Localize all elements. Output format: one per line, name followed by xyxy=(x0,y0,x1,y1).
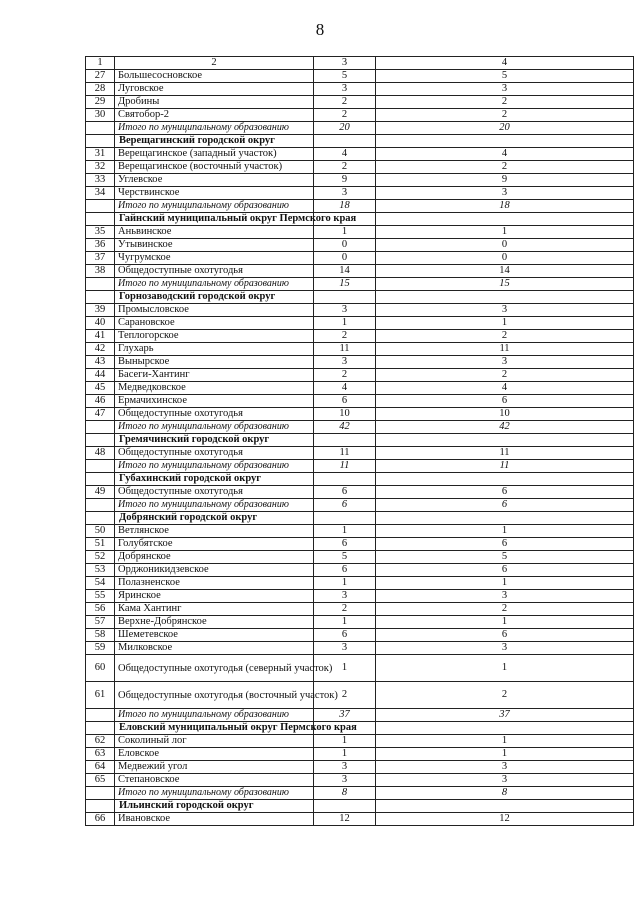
section-header-row xyxy=(86,722,634,735)
value-column-4: 1 xyxy=(376,655,634,682)
value-column-3: 37 xyxy=(314,709,376,722)
value-column-4 xyxy=(376,800,634,813)
row-number: 52 xyxy=(86,551,115,564)
value-column-4: 1 xyxy=(376,577,634,590)
row-number xyxy=(86,460,115,473)
table-row xyxy=(86,187,634,200)
value-column-4: 10 xyxy=(376,408,634,421)
column-number-row xyxy=(86,57,634,70)
value-column-3 xyxy=(314,512,376,525)
table-row xyxy=(86,317,634,330)
total-row xyxy=(86,122,634,135)
area-name: Святобор-2 xyxy=(115,109,314,122)
value-column-3: 12 xyxy=(314,813,376,826)
section-title: Добрянский городской округ xyxy=(115,512,314,525)
value-column-3 xyxy=(314,800,376,813)
column-number-2: 2 xyxy=(115,57,314,70)
table-row xyxy=(86,538,634,551)
table-row xyxy=(86,83,634,96)
area-name: Глухарь xyxy=(115,343,314,356)
row-number: 58 xyxy=(86,629,115,642)
table-row xyxy=(86,265,634,278)
section-title: Гайнский муниципальный округ Пермского края xyxy=(115,213,314,226)
table-row xyxy=(86,748,634,761)
area-name: Теплогорское xyxy=(115,330,314,343)
value-column-3: 2 xyxy=(314,96,376,109)
area-name: Промысловское xyxy=(115,304,314,317)
page-number: 8 xyxy=(315,20,325,39)
value-column-3: 2 xyxy=(314,682,376,709)
value-column-4: 2 xyxy=(376,369,634,382)
value-column-4: 2 xyxy=(376,330,634,343)
area-name: Степановское xyxy=(115,774,314,787)
row-number: 30 xyxy=(86,109,115,122)
table-row xyxy=(86,590,634,603)
value-column-4: 18 xyxy=(376,200,634,213)
table-row xyxy=(86,551,634,564)
value-column-4 xyxy=(376,473,634,486)
value-column-4: 2 xyxy=(376,109,634,122)
value-column-3: 3 xyxy=(314,83,376,96)
row-number: 45 xyxy=(86,382,115,395)
section-title: Гремячинский городской округ xyxy=(115,434,314,447)
row-number: 49 xyxy=(86,486,115,499)
row-number: 59 xyxy=(86,642,115,655)
value-column-3: 6 xyxy=(314,629,376,642)
value-column-3: 6 xyxy=(314,538,376,551)
value-column-4: 6 xyxy=(376,538,634,551)
value-column-3: 5 xyxy=(314,551,376,564)
value-column-3: 11 xyxy=(314,343,376,356)
row-number: 46 xyxy=(86,395,115,408)
table-row xyxy=(86,629,634,642)
row-number: 56 xyxy=(86,603,115,616)
section-header-row xyxy=(86,213,634,226)
area-name: Верхне-Добрянское xyxy=(115,616,314,629)
value-column-3 xyxy=(314,473,376,486)
value-column-4: 6 xyxy=(376,629,634,642)
area-name: Итого по муниципальному образованию xyxy=(115,200,314,213)
area-name: Ивановское xyxy=(115,813,314,826)
value-column-3: 1 xyxy=(314,735,376,748)
total-row xyxy=(86,278,634,291)
value-column-4: 5 xyxy=(376,70,634,83)
section-title: Губахинский городской округ xyxy=(115,473,314,486)
value-column-3: 20 xyxy=(314,122,376,135)
value-column-3: 6 xyxy=(314,395,376,408)
value-column-4: 6 xyxy=(376,499,634,512)
row-number: 31 xyxy=(86,148,115,161)
area-name: Вынырское xyxy=(115,356,314,369)
row-number: 27 xyxy=(86,70,115,83)
value-column-4: 1 xyxy=(376,317,634,330)
section-header-row xyxy=(86,434,634,447)
area-name: Итого по муниципальному образованию xyxy=(115,460,314,473)
row-number: 44 xyxy=(86,369,115,382)
value-column-4: 2 xyxy=(376,603,634,616)
table-row xyxy=(86,382,634,395)
value-column-4: 1 xyxy=(376,525,634,538)
value-column-4: 9 xyxy=(376,174,634,187)
table-row xyxy=(86,682,634,709)
value-column-4: 3 xyxy=(376,761,634,774)
row-number: 28 xyxy=(86,83,115,96)
row-number xyxy=(86,135,115,148)
row-number: 29 xyxy=(86,96,115,109)
value-column-4: 0 xyxy=(376,239,634,252)
area-name: Общедоступные охотугодья xyxy=(115,486,314,499)
row-number xyxy=(86,512,115,525)
row-number: 65 xyxy=(86,774,115,787)
section-title: Верещагинский городской округ xyxy=(115,135,314,148)
value-column-4: 1 xyxy=(376,226,634,239)
value-column-4 xyxy=(376,512,634,525)
value-column-3 xyxy=(314,291,376,304)
area-name: Полазненское xyxy=(115,577,314,590)
value-column-3: 2 xyxy=(314,330,376,343)
value-column-4: 15 xyxy=(376,278,634,291)
row-number: 34 xyxy=(86,187,115,200)
table-row xyxy=(86,174,634,187)
total-row xyxy=(86,709,634,722)
value-column-3: 1 xyxy=(314,655,376,682)
value-column-3: 4 xyxy=(314,148,376,161)
value-column-4: 6 xyxy=(376,395,634,408)
row-number: 60 xyxy=(86,655,115,682)
value-column-3: 2 xyxy=(314,369,376,382)
value-column-4: 5 xyxy=(376,551,634,564)
row-number: 50 xyxy=(86,525,115,538)
value-column-3: 5 xyxy=(314,70,376,83)
row-number: 51 xyxy=(86,538,115,551)
table-row xyxy=(86,226,634,239)
value-column-4: 6 xyxy=(376,564,634,577)
row-number: 38 xyxy=(86,265,115,278)
row-number xyxy=(86,473,115,486)
area-name: Итого по муниципальному образованию xyxy=(115,709,314,722)
value-column-4: 1 xyxy=(376,748,634,761)
row-number xyxy=(86,421,115,434)
value-column-4 xyxy=(376,722,634,735)
row-number xyxy=(86,722,115,735)
section-header-row xyxy=(86,800,634,813)
row-number xyxy=(86,434,115,447)
column-number-1: 1 xyxy=(86,57,115,70)
row-number: 47 xyxy=(86,408,115,421)
value-column-3: 3 xyxy=(314,304,376,317)
row-number xyxy=(86,291,115,304)
row-number: 57 xyxy=(86,616,115,629)
row-number xyxy=(86,787,115,800)
value-column-4: 2 xyxy=(376,96,634,109)
hunting-grounds-table xyxy=(85,56,634,826)
row-number: 63 xyxy=(86,748,115,761)
value-column-3: 3 xyxy=(314,774,376,787)
row-number xyxy=(86,800,115,813)
value-column-3: 3 xyxy=(314,590,376,603)
row-number: 32 xyxy=(86,161,115,174)
section-header-row xyxy=(86,473,634,486)
area-name: Соколиный лог xyxy=(115,735,314,748)
value-column-3: 8 xyxy=(314,787,376,800)
section-header-row xyxy=(86,291,634,304)
value-column-3: 6 xyxy=(314,486,376,499)
value-column-3: 3 xyxy=(314,761,376,774)
value-column-3: 6 xyxy=(314,564,376,577)
total-row xyxy=(86,787,634,800)
area-name: Басеги-Хантинг xyxy=(115,369,314,382)
value-column-3 xyxy=(314,434,376,447)
value-column-4: 20 xyxy=(376,122,634,135)
table-row xyxy=(86,813,634,826)
table-row xyxy=(86,304,634,317)
row-number: 33 xyxy=(86,174,115,187)
value-column-4: 12 xyxy=(376,813,634,826)
table-row xyxy=(86,161,634,174)
area-name: Верещагинское (восточный участок) xyxy=(115,161,314,174)
value-column-4: 8 xyxy=(376,787,634,800)
area-name: Орджоникидзевское xyxy=(115,564,314,577)
area-name: Яринское xyxy=(115,590,314,603)
area-name: Кама Хантинг xyxy=(115,603,314,616)
table-row xyxy=(86,577,634,590)
table-row xyxy=(86,148,634,161)
row-number: 40 xyxy=(86,317,115,330)
table-row xyxy=(86,774,634,787)
value-column-3: 11 xyxy=(314,447,376,460)
row-number: 64 xyxy=(86,761,115,774)
value-column-4: 3 xyxy=(376,83,634,96)
area-name: Итого по муниципальному образованию xyxy=(115,787,314,800)
value-column-3: 2 xyxy=(314,109,376,122)
table-row xyxy=(86,642,634,655)
value-column-3: 42 xyxy=(314,421,376,434)
area-name: Шеметевское xyxy=(115,629,314,642)
value-column-4: 2 xyxy=(376,161,634,174)
table-row xyxy=(86,96,634,109)
value-column-4: 3 xyxy=(376,774,634,787)
area-name: Общедоступные охотугодья (восточный участок) xyxy=(115,682,314,709)
total-row xyxy=(86,460,634,473)
value-column-4: 2 xyxy=(376,682,634,709)
value-column-4: 3 xyxy=(376,356,634,369)
section-title: Еловский муниципальный округ Пермского края xyxy=(115,722,314,735)
row-number: 37 xyxy=(86,252,115,265)
value-column-3: 6 xyxy=(314,499,376,512)
area-name: Ермачихинское xyxy=(115,395,314,408)
area-name: Общедоступные охотугодья (северный участок) xyxy=(115,655,314,682)
section-title: Горнозаводский городской округ xyxy=(115,291,314,304)
table-row xyxy=(86,564,634,577)
area-name: Аньвинское xyxy=(115,226,314,239)
value-column-3: 0 xyxy=(314,252,376,265)
row-number: 48 xyxy=(86,447,115,460)
row-number: 41 xyxy=(86,330,115,343)
area-name: Голубятское xyxy=(115,538,314,551)
table-row xyxy=(86,369,634,382)
value-column-3: 2 xyxy=(314,161,376,174)
value-column-3: 1 xyxy=(314,226,376,239)
table-row xyxy=(86,761,634,774)
column-number-4: 4 xyxy=(376,57,634,70)
value-column-4 xyxy=(376,434,634,447)
table-row xyxy=(86,239,634,252)
value-column-4: 1 xyxy=(376,735,634,748)
row-number: 61 xyxy=(86,682,115,709)
table-row xyxy=(86,525,634,538)
total-row xyxy=(86,200,634,213)
area-name: Утывинское xyxy=(115,239,314,252)
row-number: 55 xyxy=(86,590,115,603)
area-name: Луговское xyxy=(115,83,314,96)
value-column-4 xyxy=(376,213,634,226)
value-column-3: 1 xyxy=(314,525,376,538)
value-column-3: 3 xyxy=(314,642,376,655)
table-row xyxy=(86,616,634,629)
row-number: 62 xyxy=(86,735,115,748)
table-body xyxy=(86,57,634,826)
area-name: Общедоступные охотугодья xyxy=(115,265,314,278)
row-number xyxy=(86,213,115,226)
row-number: 53 xyxy=(86,564,115,577)
row-number xyxy=(86,278,115,291)
area-name: Итого по муниципальному образованию xyxy=(115,499,314,512)
area-name: Общедоступные охотугодья xyxy=(115,408,314,421)
section-header-row xyxy=(86,135,634,148)
value-column-3: 14 xyxy=(314,265,376,278)
table-row xyxy=(86,408,634,421)
value-column-3: 4 xyxy=(314,382,376,395)
value-column-4: 37 xyxy=(376,709,634,722)
value-column-4: 3 xyxy=(376,590,634,603)
value-column-4: 14 xyxy=(376,265,634,278)
value-column-3: 2 xyxy=(314,603,376,616)
area-name: Верещагинское (западный участок) xyxy=(115,148,314,161)
section-header-row xyxy=(86,512,634,525)
value-column-3: 15 xyxy=(314,278,376,291)
area-name: Итого по муниципальному образованию xyxy=(115,278,314,291)
area-name: Медвежий угол xyxy=(115,761,314,774)
area-name: Итого по муниципальному образованию xyxy=(115,122,314,135)
area-name: Еловское xyxy=(115,748,314,761)
value-column-3: 3 xyxy=(314,187,376,200)
row-number: 66 xyxy=(86,813,115,826)
value-column-3 xyxy=(314,135,376,148)
table-row xyxy=(86,603,634,616)
value-column-4: 11 xyxy=(376,447,634,460)
value-column-4: 6 xyxy=(376,486,634,499)
row-number xyxy=(86,709,115,722)
area-name: Общедоступные охотугодья xyxy=(115,447,314,460)
value-column-3: 11 xyxy=(314,460,376,473)
table-row xyxy=(86,395,634,408)
value-column-3: 1 xyxy=(314,577,376,590)
value-column-4 xyxy=(376,135,634,148)
area-name: Чугрумское xyxy=(115,252,314,265)
table-row xyxy=(86,109,634,122)
row-number xyxy=(86,499,115,512)
value-column-3: 9 xyxy=(314,174,376,187)
value-column-4: 4 xyxy=(376,148,634,161)
row-number: 42 xyxy=(86,343,115,356)
table-row xyxy=(86,330,634,343)
value-column-3: 1 xyxy=(314,748,376,761)
area-name: Сарановское xyxy=(115,317,314,330)
area-name: Черствинское xyxy=(115,187,314,200)
value-column-3: 1 xyxy=(314,616,376,629)
value-column-3: 1 xyxy=(314,317,376,330)
row-number: 35 xyxy=(86,226,115,239)
table-row xyxy=(86,70,634,83)
value-column-3: 10 xyxy=(314,408,376,421)
value-column-4: 4 xyxy=(376,382,634,395)
value-column-4: 11 xyxy=(376,343,634,356)
value-column-3: 0 xyxy=(314,239,376,252)
area-name: Дробины xyxy=(115,96,314,109)
row-number: 54 xyxy=(86,577,115,590)
table-row xyxy=(86,447,634,460)
area-name: Большесосновское xyxy=(115,70,314,83)
row-number xyxy=(86,200,115,213)
total-row xyxy=(86,499,634,512)
total-row xyxy=(86,421,634,434)
area-name: Итого по муниципальному образованию xyxy=(115,421,314,434)
value-column-4: 3 xyxy=(376,304,634,317)
row-number: 39 xyxy=(86,304,115,317)
area-name: Углевское xyxy=(115,174,314,187)
value-column-4: 1 xyxy=(376,616,634,629)
table-row xyxy=(86,356,634,369)
table-row xyxy=(86,252,634,265)
area-name: Милковское xyxy=(115,642,314,655)
table-row xyxy=(86,486,634,499)
row-number: 36 xyxy=(86,239,115,252)
column-number-3: 3 xyxy=(314,57,376,70)
section-title: Ильинский городской округ xyxy=(115,800,314,813)
table-row xyxy=(86,655,634,682)
area-name: Добрянское xyxy=(115,551,314,564)
value-column-4: 3 xyxy=(376,187,634,200)
row-number: 43 xyxy=(86,356,115,369)
value-column-3: 18 xyxy=(314,200,376,213)
area-name: Ветлянское xyxy=(115,525,314,538)
value-column-4: 42 xyxy=(376,421,634,434)
value-column-4 xyxy=(376,291,634,304)
value-column-4: 11 xyxy=(376,460,634,473)
area-name: Медведковское xyxy=(115,382,314,395)
value-column-4: 3 xyxy=(376,642,634,655)
value-column-4: 0 xyxy=(376,252,634,265)
value-column-3: 3 xyxy=(314,356,376,369)
row-number xyxy=(86,122,115,135)
table-row xyxy=(86,735,634,748)
table-row xyxy=(86,343,634,356)
